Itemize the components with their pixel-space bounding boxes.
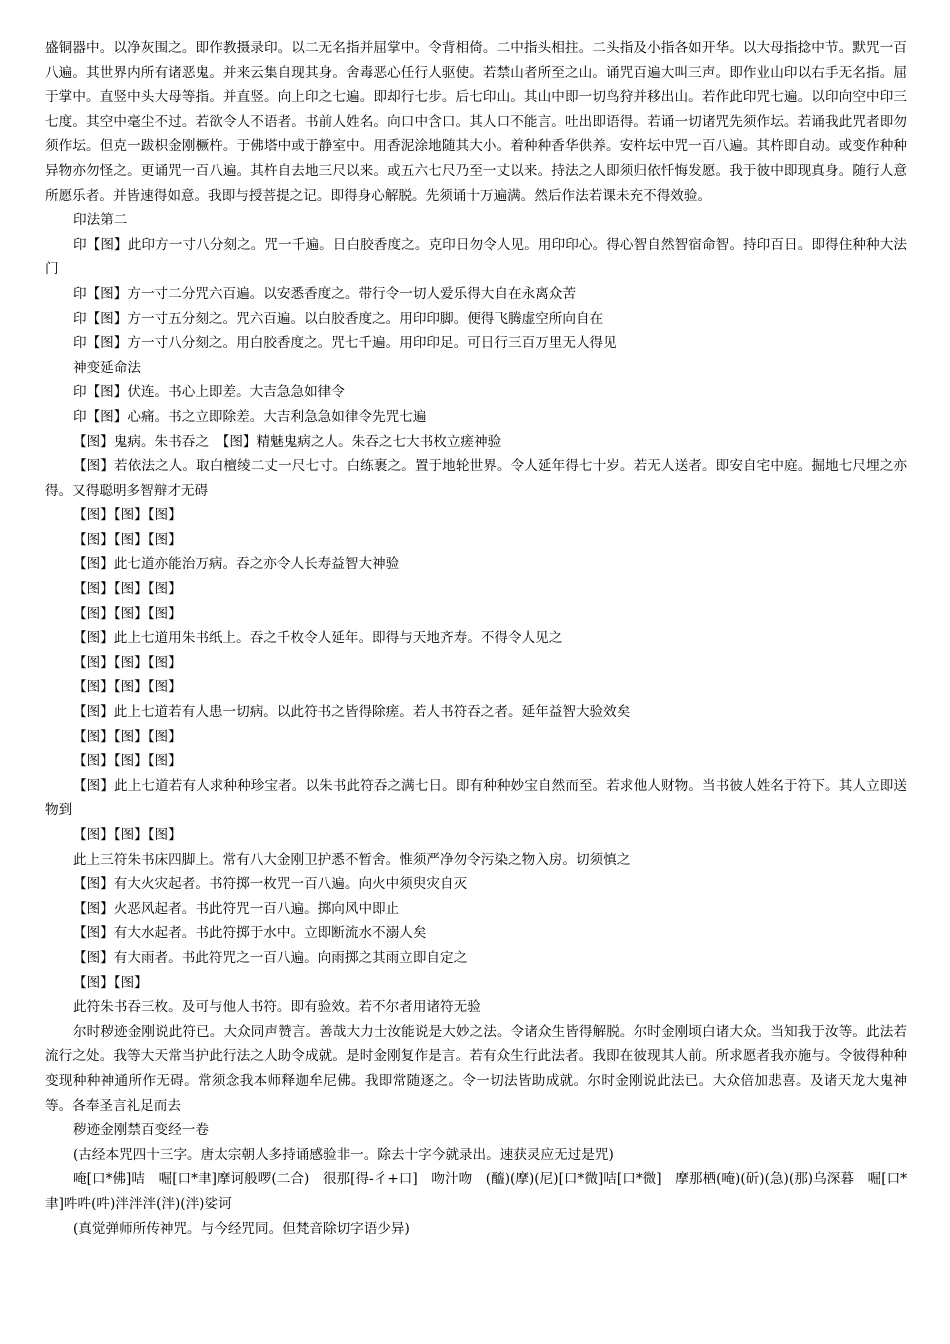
figure-line: 【图】【图】【图】 xyxy=(73,581,182,598)
note: (真觉弹师所传神咒。与今经咒同。但梵音除切字语少异) xyxy=(73,1220,410,1237)
figure-line: 【图】【图】【图】 xyxy=(73,827,182,843)
figure-line: 【图】【图】【图】 xyxy=(73,605,182,622)
figure-line: 【图】【图】【图】 xyxy=(73,753,182,770)
figure-line: 【图】【图】【图】 xyxy=(73,679,182,696)
paragraph: 【图】此七道亦能治万病。吞之亦令人长寿益智大神验 xyxy=(73,556,400,573)
paragraph: 此符朱书吞三枚。及可与他人书符。即有验效。若不尔者用诸符无验 xyxy=(73,999,481,1016)
figure-line: 【图】【图】 xyxy=(73,974,148,991)
mantra-text: 唵[口*佛]咭 啒[口*聿]摩诃般啰(二合) 很那[得-彳+口] 吻汁吻 (醯)(摩)(尼)[口*微]咭[口*微] 摩那栖(唵)(斫)(急)(那)乌深暮 啒[口*聿]吽吽(吽)泮泮泮(泮)(泮)娑诃 xyxy=(45,1171,907,1212)
figure-line: 【图】【图】【图】 xyxy=(73,507,182,524)
paragraph: 盛铜器中。以净灰围之。即作教摄录印。以二无名指并屈掌中。令背相倚。二中指头相拄。二头指及小指各如开华。以大母指捻中节。默咒一百八遍。其世界内所有诸恶鬼。并来云集自现其身。舍毒恶心任行人驱使。若禁山者所至之山。诵咒百遍大叫三声。即作业山印以右手无名指。屈于掌中。直竖中头大母等指。并直竖。向上印之七遍。即却行七步。后七印山。其山中即一切鸟狩并移出山。若作此印咒七遍。以印向空中印三七度。其空中毫尘不过。若欲令人不语者。书前人姓名。向口中含口。其人口不能言。吐出即语得。若诵一切诸咒先须作坛。若诵我此咒者即勿须作坛。但克一跋枳金刚橛杵。于佛塔中或于静室中。用香泥涂地随其大小。着种种香华供养。安杵坛中咒一百八遍。其杵即自动。或变作种种异物亦勿怪之。更诵咒一百八遍。其杵自去地三尺以来。或五六七尺乃至一丈以来。持法之人即须归依忏悔发愿。我于彼中即现真身。随行人意所愿乐者。并皆速得如意。我即与授菩提之记。即得身心解脱。先须诵十万遍满。然后作法若课未充不得效验。 xyxy=(45,40,907,204)
paragraph: 印【图】方一寸二分咒六百遍。以安悉香度之。带行令一切人爱乐得大自在永离众苦 xyxy=(73,285,576,302)
figure-line: 【图】【图】【图】 xyxy=(73,531,182,548)
figure-line: 【图】【图】【图】 xyxy=(73,728,182,745)
paragraph: 【图】此上七道若有人患一切病。以此符书之皆得除瘥。若人书符吞之者。延年益智大验效矣 xyxy=(73,704,631,721)
paragraph: 【图】鬼病。朱书吞之 【图】精魅鬼病之人。朱吞之七大书枚立瘥神验 xyxy=(73,433,502,450)
document-page xyxy=(45,36,907,1241)
note: (古经本咒四十三字。唐太宗朝人多持诵感验非一。除去十字今就录出。速获灵应无过是咒) xyxy=(73,1146,614,1163)
paragraph: 印【图】方一寸八分刻之。用白胶香度之。咒七千遍。用印印足。可日行三百万里无人得见 xyxy=(73,335,617,352)
paragraph: 印【图】心痛。书之立即除差。大吉利急急如律令先咒七遍 xyxy=(73,408,427,425)
section-heading: 秽迹金刚禁百变经一卷 xyxy=(73,1122,209,1139)
paragraph: 【图】有大火灾起者。书符掷一枚咒一百八遍。向火中须臾灾自灭 xyxy=(73,876,468,893)
paragraph: 此上三符朱书床四脚上。常有八大金刚卫护悉不暂舍。惟须严净勿令污染之物入房。切须慎之 xyxy=(73,851,631,868)
section-heading: 印法第二 xyxy=(73,212,128,229)
section-heading: 神变延命法 xyxy=(73,359,141,376)
paragraph: 尔时秽迹金刚说此符已。大众同声赞言。善哉大力士汝能说是大妙之法。令诸众生皆得解脱。尔时金刚顷白诸大众。当知我于汝等。此法若流行之处。我等大天常当护此行法之人助令成就。是时金刚复作是言。若有众生行此法者。我即在彼现其人前。所求愿者我亦施与。令彼得种种变现种种神通所作无碍。常须念我本师释迦牟尼佛。我即常随逐之。令一切法皆助成就。尔时金刚说此法已。大众倍加悲喜。及诸天龙大鬼神等。各奉圣言礼足而去 xyxy=(45,1023,907,1114)
paragraph: 【图】此上七道若有人求种种珍宝者。以朱书此符吞之满七日。即有种种妙宝自然而至。若求他人财物。当书彼人姓名于符下。其人立即送物到 xyxy=(45,777,907,819)
paragraph: 【图】火恶风起者。书此符咒一百八遍。掷向风中即止 xyxy=(73,900,400,917)
paragraph: 【图】此上七道用朱书纸上。吞之千枚令人延年。即得与天地齐寿。不得令人见之 xyxy=(73,630,563,647)
paragraph: 印【图】伏连。书心上即差。大吉急急如律令 xyxy=(73,384,345,401)
paragraph: 【图】有大雨者。书此符咒之一百八遍。向雨掷之其雨立即自定之 xyxy=(73,949,468,966)
paragraph: 【图】有大水起者。书此符掷于水中。立即断流水不溺人矣 xyxy=(73,925,427,942)
figure-line: 【图】【图】【图】 xyxy=(73,654,182,671)
paragraph: 印【图】此印方一寸八分刻之。咒一千遍。日白胶香度之。克印日勿令人见。用印印心。得心智自然智宿命智。持印百日。即得住种种大法门 xyxy=(45,236,907,278)
paragraph: 印【图】方一寸五分刻之。咒六百遍。以白胶香度之。用印印脚。便得飞腾虚空所向自在 xyxy=(73,310,604,327)
paragraph: 【图】若依法之人。取白檀绫二丈一尺七寸。白练裹之。置于地轮世界。令人延年得七十岁。若无人送者。即安自宅中庭。掘地七尺埋之亦得。又得聪明多智辩才无碍 xyxy=(45,458,907,499)
